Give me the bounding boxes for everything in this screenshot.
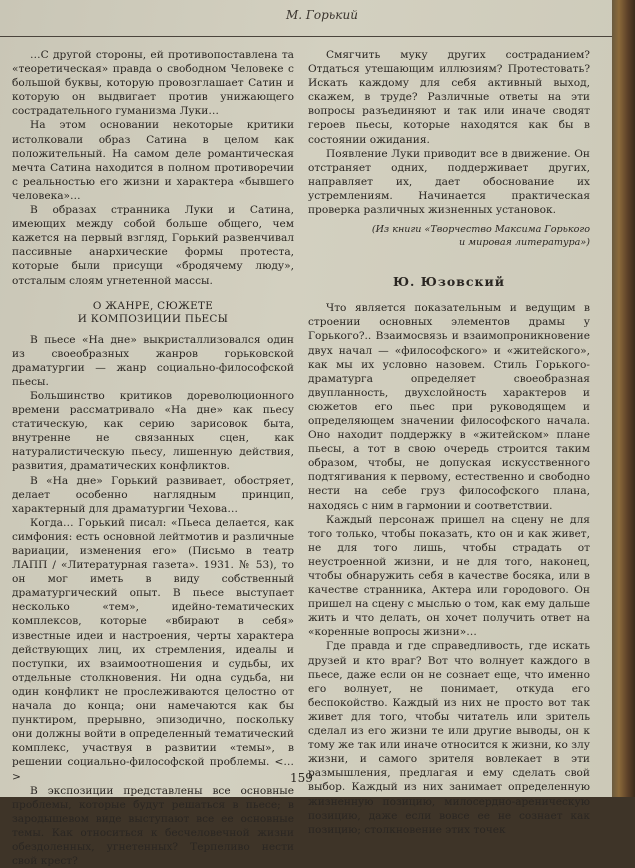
source-line: (Из книги «Творчество Максима Горького [371, 224, 590, 236]
section-heading [12, 300, 294, 327]
paragraph: …С другой стороны, ей противопоставлена та «теоретическая» правда о свободном Человеке с большой буквы, которую провозглашает Сатин и которую он выдвигает против унижающего сострадательного гуманизма Луки… [12, 49, 294, 118]
paragraph: Когда… Горький писал: «Пьеса делается, как симфония: есть основной лейтмотив и различные вариации, изменения его» (Письмо в театр ЛАПП / «Литературная газета». 1931. № 53), то он мог иметь в виду собственный драматургический опыт. В пьесе выступает несколько «тем», идейно-тематических комплексов, которые «вбирают в себя» известные идеи и настроения, черты характера действующих лиц, их стремления, идеалы и поступки, их взаимоотношения и судьбы, их отдельные столкновения. Ни одна судьба, ни один конфликт не прослеживаются целостно от начала до конца; они намечаются как бы пунктиром, прерывно, эпизодично, поскольку они должны войти в определенный тематический комплекс, участвуя в развитии «темы», в решении социально-философской проблемы. <…> [12, 516, 294, 783]
section-heading-line: О ЖАНРЕ, СЮЖЕТЕ [92, 299, 214, 312]
right-column [308, 48, 590, 837]
section-heading-line: И КОМПОЗИЦИИ ПЬЕСЫ [77, 313, 229, 326]
author-heading: Ю. Юзовский [392, 274, 506, 290]
left-column [12, 48, 294, 868]
source-citation [308, 223, 590, 249]
paragraph: Каждый персонаж пришел на сцену не для того только, чтобы показать, кто он и как живет, не для того лишь, чтобы страдать от неустроенной жизни, и не для того, наконец, чтобы обнаружить себя в качестве босяка, или в качестве странника, Актера или городового. Он пришел на сцену с мыслью о том, как ему дальше жить и что делать, он хочет получить ответ на «коренные вопросы жизни»… [308, 513, 590, 639]
paragraph: На этом основании некоторые критики истолковали образ Сатина в целом как положительный. На самом деле романтическая мечта Сатина находится в полном противоречии с реальностью его жизни и характера «бывшего человека»… [12, 119, 294, 202]
source-line: и мировая литература») [458, 237, 590, 249]
paragraph: Где правда и где справедливость, где искать друзей и кто враг? Вот что волнует каждого в пьесе, даже если он не сознает еще, что именно его волнует, не понимает, откуда его беспокойство. Каждый из них не просто вот так живет для того, чтобы читатель или зритель сделал из его жизни те или другие выводы, он к тому же так или иначе относится к жизни, ко злу жизни, и самого зрителя вовлекает в эти размышления, предлагая и ему сделать свой выбор. Каждый из них занимает определенную жизненную позицию, милосердно-ареническую позицию, даже если вовсе ее не сознает как позицию; столкновение этих точек [308, 640, 590, 836]
book-edge [612, 0, 635, 797]
paragraph: Появление Луки приводит все в движение. Он отстраняет одних, поддерживает других, направляет их, дает обоснование их устремлениям. Начинается практическая проверка различных жизненных установок. [308, 147, 590, 217]
paragraph: Большинство критиков дореволюционного времени рассматривало «На дне» как пьесу статическую, как серию зарисовок быта, внутренне не связанных сцен, как натуралистическую пьесу, лишенную действия, развития, драматических конфликтов. [12, 389, 294, 473]
paragraph: Что является показательным и ведущим в строении основных элементов драмы у Горького?.. Взаимосвязь и взаимопроникновение двух начал — «философского» и «житейского», как мы их условно назовем. Стиль Горького-драматурга определяет своеобразная двупланность, двухслойность характеров и сюжетов его пьес при руководящем и определяющем значении философского начала. Оно находит поддержку в «житейском» плане пьесы, а тот в свою очередь строится таким образом, чтобы, не допуская искусственного подтягивания к первому, естественно и свободно нести на себе груз философского плана, находясь с ним в гармонии и соответствии. [308, 302, 590, 512]
paragraph: В экспозиции представлены все основные проблемы, которые будут решаться в пьесе; в зародышевом виде выступают все ее основные темы. Как относиться к бесчеловечной жизни обездоленных, угнетенных? Терпеливо нести свой крест? [12, 784, 294, 868]
header-title: М. Горький [286, 8, 358, 22]
running-header [0, 0, 612, 37]
paragraph: Смягчить муку других состраданием? Отдаться утешающим иллюзиям? Протестовать? Искать каждому для себя активный выход, скажем, в труде? Различные ответы на эти вопросы разъединяют и так или иначе сводят героев пьесы, которые находятся как бы в состоянии ожидания. [308, 49, 590, 146]
paragraph: В образах странника Луки и Сатина, имеющих между собой больше общего, чем кажется на первый взгляд, Горький развенчивал пассивные анархические формы протеста, которые были присущи «бродячему люду», отсталым слоям угнетенной массы. [12, 204, 294, 287]
paragraph: В пьесе «На дне» выкристаллизовался один из своеобразных жанров горьковской драматургии — жанр социально-философской пьесы. [12, 333, 294, 388]
paragraph: В «На дне» Горький развивает, обостряет, делает особенно наглядным принцип, характерный для драматургии Чехова… [12, 474, 294, 515]
page-number: 159 [290, 771, 313, 785]
